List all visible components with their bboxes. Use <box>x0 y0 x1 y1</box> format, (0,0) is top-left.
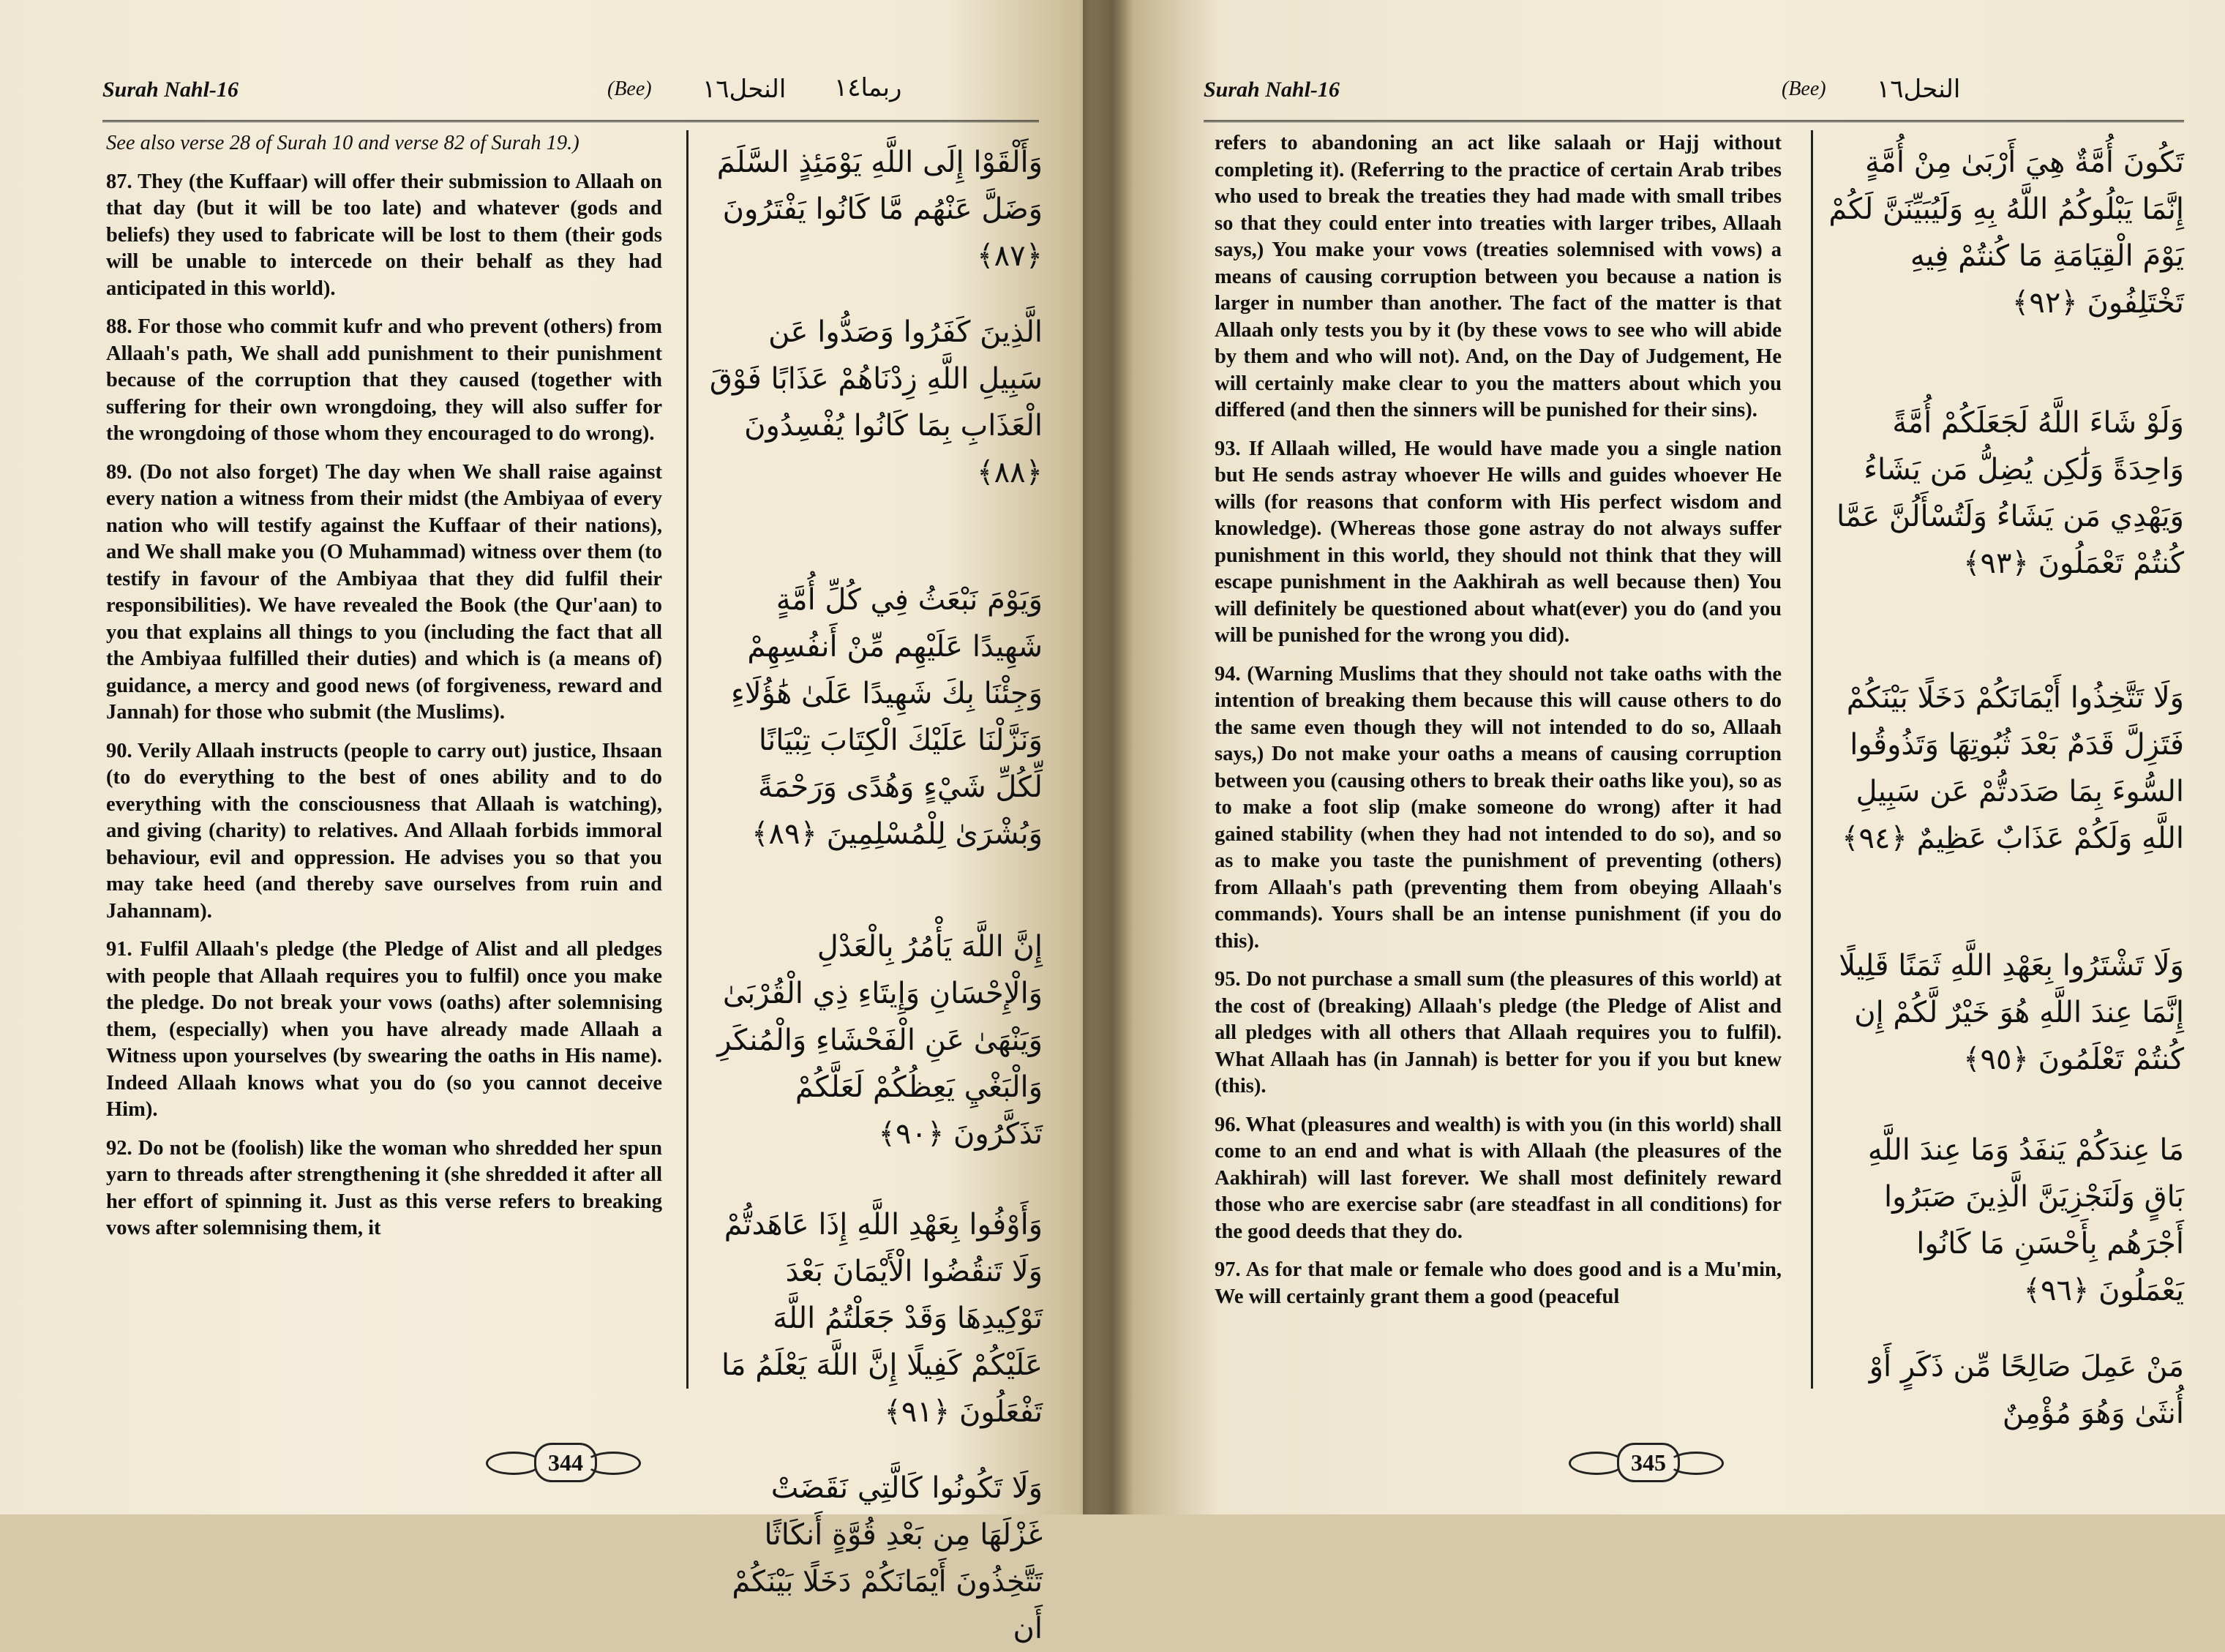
arabic-verse: إِنَّ اللَّهَ يَأْمُرُ بِالْعَدْلِ وَالْإِحْسَانِ وَإِيتَاءِ ذِي الْقُرْبَىٰ وَيَنْهَىٰ عَنِ الْفَحْشَاءِ وَالْمُنكَرِ وَالْبَغْيِ يَعِظُكُمْ لَعَلَّكُمْ تَذَكَّرُونَ ﴿٩٠﴾ <box>717 930 1043 1151</box>
arabic-verse: وَيَوْمَ نَبْعَثُ فِي كُلِّ أُمَّةٍ شَهِيدًا عَلَيْهِم مِّنْ أَنفُسِهِمْ وَجِئْنَا بِكَ شَهِيدًا عَلَىٰ هَٰؤُلَاءِ وَنَزَّلْنَا عَلَيْكَ الْكِتَابَ تِبْيَانًا لِّكُلِّ شَيْءٍ وَهُدًى وَرَحْمَةً وَبُشْرَىٰ لِلْمُسْلِمِينَ ﴿٨٩﴾ <box>730 583 1043 851</box>
english-paragraph: 88. For those who commit kufr and who prevent (others) from Allaah's path, We shall add punishment to their punishment because of the corruption that they caused (together with suffering for their own wrongdoing, they will also suffer for the wrongdoing of those whom they encouraged to do wrong). <box>106 315 662 445</box>
right-arabic-column <box>1826 139 2184 1437</box>
left-bee-label: (Bee) <box>607 78 652 100</box>
left-page-number <box>483 1437 644 1485</box>
ornament-left-icon <box>1569 1452 1624 1475</box>
ornament-left-icon <box>486 1452 541 1475</box>
english-paragraph: See also verse 28 of Surah 10 and verse 82 of Surah 19.) <box>106 132 579 154</box>
english-paragraph: 96. What (pleasures and wealth) is with you (in this world) shall come to an end and what is with Allaah (the pleasures of the Aakhirah) will last forever. We shall most definitely reward those who are exercise sabr (are steadfast in all conditions) for the good deeds that they do. <box>1215 1113 1782 1243</box>
left-page-number-value: 344 <box>534 1443 597 1482</box>
right-bee-label: (Bee) <box>1782 78 1826 100</box>
arabic-verse: وَلَا تَكُونُوا كَالَّتِي نَقَضَتْ غَزْلَهَا مِن بَعْدِ قُوَّةٍ أَنكَاثًا تَتَّخِذُونَ أَيْمَانَكُمْ دَخَلًا بَيْنَكُمْ أَن <box>732 1471 1043 1645</box>
left-page <box>0 0 1112 1645</box>
right-column-divider <box>1811 130 1813 1389</box>
right-surah-title: Surah Nahl-16 <box>1204 78 1340 102</box>
ornament-right-icon <box>585 1452 641 1475</box>
left-juz-label: ربما١٤ <box>834 73 902 102</box>
right-page <box>1083 0 2225 1514</box>
right-arabic-surah-name: النحل١٦ <box>1877 75 1961 104</box>
arabic-verse: تَكُونَ أُمَّةٌ هِيَ أَرْبَىٰ مِنْ أُمَّةٍ إِنَّمَا يَبْلُوكُمُ اللَّهُ بِهِ وَلَيُبَيِّنَنَّ لَكُمْ يَوْمَ الْقِيَامَةِ مَا كُنتُمْ فِيهِ تَخْتَلِفُونَ ﴿٩٢﴾ <box>1828 146 2184 320</box>
arabic-verse: مَا عِندَكُمْ يَنفَدُ وَمَا عِندَ اللَّهِ بَاقٍ وَلَنَجْزِيَنَّ الَّذِينَ صَبَرُوا أَجْرَهُم بِأَحْسَنِ مَا كَانُوا يَعْمَلُونَ ﴿٩٦﴾ <box>1867 1133 2184 1307</box>
book-spine-shadow <box>1090 0 1134 1514</box>
english-paragraph: 91. Fulfil Allaah's pledge (the Pledge of Alist and all pledges with people that Allaah requires you to fulfil) once you make the pledge. Do not break your vows (oaths) after solemnising them, (especially) when you have already made Allaah a Witness upon yourselves (by swearing the oaths in His name). Indeed Allaah knows what you do (so you cannot deceive Him). <box>106 938 662 1121</box>
arabic-verse: وَأَوْفُوا بِعَهْدِ اللَّهِ إِذَا عَاهَدتُّمْ وَلَا تَنقُضُوا الْأَيْمَانَ بَعْدَ تَوْكِيدِهَا وَقَدْ جَعَلْتُمُ اللَّهَ عَلَيْكُمْ كَفِيلًا إِنَّ اللَّهَ يَعْلَمُ مَا تَفْعَلُونَ ﴿٩١﴾ <box>721 1208 1043 1429</box>
right-page-number <box>1566 1437 1727 1485</box>
left-surah-title: Surah Nahl-16 <box>102 78 239 102</box>
english-paragraph: 90. Verily Allaah instructs (people to carry out) justice, Ihsaan (to do everything to the best of ones ability and to do everything with the consciousness that Allaah is watching), and giving (charity) to relatives. And Allaah forbids immoral behaviour, evil and oppression. He advises you so that you may take heed (and thereby save ourselves from ruin and Jahannam). <box>106 739 662 923</box>
english-paragraph: 93. If Allaah willed, He would have made you a single nation but He sends astray whoever He wills and guides whoever He wills (for reasons that conform with His perfect wisdom and knowledge). (Whereas those gone astray do not always suffer punishment in this world, they should not think that they will escape punishment in the Aakhirah as well because then) You will definitely be questioned about what(ever) you do (and you will be punished for the wrong you did). <box>1215 437 1782 647</box>
english-paragraph: 94. (Warning Muslims that they should not take oaths with the intention of breaking them because this will cause others to do the same even though they will not intended to do so, Allaah says,) Do not make your oaths a means of causing corruption between you (causing others to break their oaths like you), so as to make a foot slip (make someone do wrong) after it had gained stability (when they had not intended to do so), and so as to make you taste the punishment of preventing (others) from Allaah's path (preventing them from obeying Allaah's commands). Yours shall be an intense punishment (if you do this). <box>1215 662 1782 953</box>
right-header <box>1204 67 2184 122</box>
arabic-verse: وَلَوْ شَاءَ اللَّهُ لَجَعَلَكُمْ أُمَّةً وَاحِدَةً وَلَٰكِن يُضِلُّ مَن يَشَاءُ وَيَهْدِي مَن يَشَاءُ وَلَتُسْأَلُنَّ عَمَّا كُنتُمْ تَعْمَلُونَ ﴿٩٣﴾ <box>1836 406 2184 580</box>
english-paragraph: 87. They (the Kuffaar) will offer their submission to Allaah on that day (but it will be too late) and whatever (gods and beliefs) they used to fabricate will be lost to them (their gods will be unable to intercede on their behalf as they had anticipated in this world). <box>106 170 662 300</box>
arabic-verse: وَلَا تَشْتَرُوا بِعَهْدِ اللَّهِ ثَمَنًا قَلِيلًا إِنَّمَا عِندَ اللَّهِ هُوَ خَيْرٌ لَّكُمْ إِن كُنتُمْ تَعْلَمُونَ ﴿٩٥﴾ <box>1839 949 2184 1076</box>
left-header <box>102 67 1039 122</box>
left-column-divider <box>686 130 688 1389</box>
arabic-verse: الَّذِينَ كَفَرُوا وَصَدُّوا عَن سَبِيلِ اللَّهِ زِدْنَاهُمْ عَذَابًا فَوْقَ الْعَذَابِ بِمَا كَانُوا يُفْسِدُونَ ﴿٨٨﴾ <box>709 315 1043 489</box>
arabic-verse: مَنْ عَمِلَ صَالِحًا مِّن ذَكَرٍ أَوْ أُنثَىٰ وَهُوَ مُؤْمِنٌ <box>1869 1350 2184 1430</box>
right-page-number-value: 345 <box>1617 1443 1680 1482</box>
english-paragraph: refers to abandoning an act like salaah or Hajj without completing it). (Referring to the practice of certain Arab tribes who used to break the treaties they had made with small tribes so that they could enter into treaties with larger tribes, Allaah says,) You make your vows (treaties solemnised with vows) a means of causing corruption between you because a nation is larger in number than another. The fact of the matter is that Allaah only tests you by it (by these vows to see who will abide by them and who will not). And, on the Day of Judgement, He will certainly make clear to you the matters about which you differed (and then the sinners will be punished for their sins). <box>1215 132 1782 421</box>
left-english-column <box>106 130 662 1254</box>
english-paragraph: 95. Do not purchase a small sum (the pleasures of this world) at the cost of (breaking) Allaah's pledge (the Pledge of Alist and all pledges with all others that Allaah requires you to fulfil). What Allaah has (in Jannah) is better for you if you but knew (this). <box>1215 968 1782 1097</box>
english-paragraph: 92. Do not be (foolish) like the woman who shredded her spun yarn to threads after strengthening it (she shredded it after all her effort of spinning it. Just as this verse refers to breaking vows after solemnising them, it <box>106 1136 662 1239</box>
left-arabic-column <box>702 139 1043 1652</box>
right-english-column <box>1215 130 1782 1322</box>
arabic-verse: وَلَا تَتَّخِذُوا أَيْمَانَكُمْ دَخَلًا بَيْنَكُمْ فَتَزِلَّ قَدَمٌ بَعْدَ ثُبُوتِهَا وَتَذُوقُوا السُّوءَ بِمَا صَدَدتُّمْ عَن سَبِيلِ اللَّهِ وَلَكُمْ عَذَابٌ عَظِيمٌ ﴿٩٤﴾ <box>1842 681 2184 855</box>
english-paragraph: 89. (Do not also forget) The day when We shall raise against every nation a witness from their midst (the Ambiyaa of every nation who will testify against the Kuffaar of their nations), and We shall make you (O Muhammad) witness over them (to testify in favour of the Ambiyaa that they did fulfil their responsibilities). We have revealed the Book (the Qur'aan) to you that explains all things to you (including the fact that all the Ambiyaa fulfilled their duties) and which is (a means of) guidance, a mercy and good news (of forgiveness, reward and Jannah) for those who submit (the Muslims). <box>106 460 662 724</box>
ornament-right-icon <box>1668 1452 1724 1475</box>
english-paragraph: 97. As for that male or female who does good and is a Mu'min, We will certainly grant them a good (peaceful <box>1215 1258 1782 1308</box>
arabic-verse: وَأَلْقَوْا إِلَى اللَّهِ يَوْمَئِذٍ السَّلَمَ وَضَلَّ عَنْهُم مَّا كَانُوا يَفْتَرُونَ ﴿٨٧﴾ <box>716 146 1043 273</box>
left-arabic-surah-name: النحل١٦ <box>702 75 787 104</box>
